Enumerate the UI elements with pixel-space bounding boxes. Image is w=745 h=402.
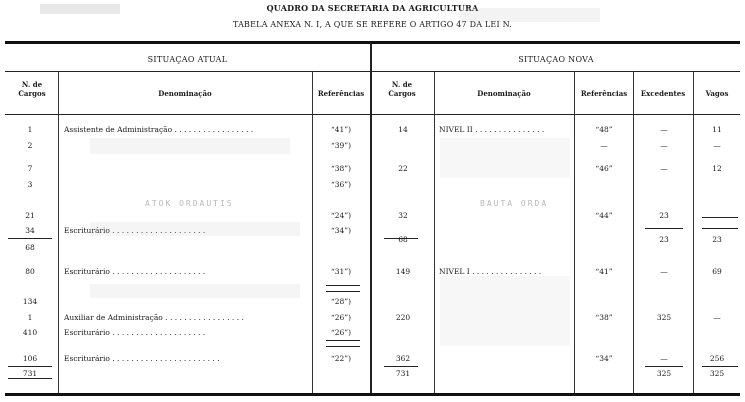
cell-referencia: “39”) — [330, 141, 352, 150]
subtotal-rule — [8, 238, 52, 239]
bleed-through-text: ATOK ORDAUTIS — [145, 199, 234, 208]
col-n-cargos: N. de Cargos — [18, 80, 46, 98]
cell-n-cargos: 21 — [25, 211, 35, 220]
cell-referencia-new: “34” — [595, 354, 613, 363]
cell-vagos: — — [713, 313, 721, 322]
total-rule — [8, 366, 52, 367]
cell-referencia-new: “46” — [595, 164, 613, 173]
cell-referencia-new: — — [600, 141, 608, 150]
cell-referencia-new: “41” — [595, 267, 613, 276]
column-divider — [312, 71, 313, 393]
cell-denominacao-new: NIVEL I . . . . . . . . . . . . . . . — [439, 267, 542, 276]
document-subtitle: TABELA ANEXA N. I, A QUE SE REFERE O ARTIGO 47 DA LEI N. — [232, 20, 513, 29]
cell-excedentes: 23 — [659, 235, 669, 244]
subtotal-rule — [384, 238, 418, 239]
section-current: SITUAÇAO ATUAL — [147, 55, 228, 64]
column-divider — [574, 71, 575, 393]
table-bottom-rule — [5, 393, 740, 396]
cell-n-cargos: 3 — [27, 180, 33, 189]
cell-referencia-new: “48” — [595, 125, 613, 134]
scan-noise — [90, 284, 300, 298]
cell-n-cargos: 1 — [27, 125, 33, 134]
cell-referencia: “38”) — [330, 164, 352, 173]
cell-vagos: 69 — [712, 267, 722, 276]
cell-excedentes: — — [660, 354, 668, 363]
cell-denominacao: Escriturário . . . . . . . . . . . . . . . . . . . . . . . — [64, 354, 220, 363]
cell-n-cargos: 68 — [25, 243, 35, 252]
scan-noise — [460, 8, 600, 22]
col-n-cargos-new: N. de Cargos — [388, 80, 416, 98]
cell-n-cargos: 134 — [22, 297, 38, 306]
table-top-rule — [5, 41, 740, 44]
scan-noise — [440, 138, 570, 178]
scan-noise — [90, 222, 300, 236]
cell-denominacao: Escriturário . . . . . . . . . . . . . . . . . . . . — [64, 328, 206, 337]
cell-n-cargos-new: 362 — [395, 354, 411, 363]
col-denominacao: Denominação — [158, 89, 212, 98]
cell-n-cargos: 731 — [22, 369, 38, 378]
cell-referencia: “26”) — [330, 328, 352, 337]
cell-n-cargos: 2 — [27, 141, 33, 150]
cell-referencia: “41”) — [330, 125, 352, 134]
cell-referencia: “31”) — [330, 267, 352, 276]
cell-excedentes: — — [660, 125, 668, 134]
cell-vagos: 23 — [712, 235, 722, 244]
cell-referencia-new: “44” — [595, 211, 613, 220]
ref-rule — [326, 291, 360, 292]
cell-excedentes: 325 — [656, 369, 672, 378]
cell-excedentes: — — [660, 141, 668, 150]
cell-vagos: 325 — [709, 369, 725, 378]
cell-n-cargos: 34 — [25, 226, 35, 235]
total-rule — [702, 366, 738, 367]
col-denominacao-new: Denominação — [477, 89, 531, 98]
column-divider — [58, 71, 59, 393]
cell-referencia: “34”) — [330, 226, 352, 235]
cell-n-cargos: 1 — [27, 313, 33, 322]
cell-referencia: “24”) — [330, 211, 352, 220]
cell-n-cargos: 106 — [22, 354, 38, 363]
scan-noise — [90, 138, 290, 154]
total-rule — [384, 366, 418, 367]
total-rule — [645, 366, 683, 367]
col-vagos: Vagos — [705, 89, 729, 98]
column-divider — [434, 71, 435, 393]
total-rule — [8, 378, 52, 379]
cell-referencia: “22”) — [330, 354, 352, 363]
cell-excedentes: — — [660, 164, 668, 173]
cell-denominacao: Auxiliar de Administração . . . . . . . . . . . . . . . . . — [64, 313, 244, 322]
cell-n-cargos: 80 — [25, 267, 35, 276]
cell-denominacao-new: NIVEL II . . . . . . . . . . . . . . . — [439, 125, 545, 134]
document-title: QUADRO DA SECRETARIA DA AGRICULTURA — [266, 3, 479, 13]
cell-n-cargos-new: 32 — [398, 211, 408, 220]
cell-excedentes: 23 — [659, 211, 669, 220]
cell-vagos: 256 — [709, 354, 725, 363]
col-excedentes: Excedentes — [640, 89, 686, 98]
cell-vagos: 12 — [712, 164, 722, 173]
cell-referencia: “28”) — [330, 297, 352, 306]
ref-rule — [326, 346, 360, 347]
cell-n-cargos-new: 731 — [395, 369, 411, 378]
cell-n-cargos: 410 — [22, 328, 38, 337]
scan-noise — [40, 4, 120, 14]
ref-rule — [326, 340, 360, 341]
column-divider — [693, 71, 694, 393]
cell-referencia-new: “38” — [595, 313, 613, 322]
cell-referencia: “26”) — [330, 313, 352, 322]
cell-excedentes: 325 — [656, 313, 672, 322]
subtotal-rule — [702, 228, 738, 229]
col-referencias-new: Referências — [580, 89, 628, 98]
cell-n-cargos-new: 14 — [398, 125, 408, 134]
cell-vagos: — — [713, 141, 721, 150]
column-divider — [633, 71, 634, 393]
header-bottom-rule — [5, 114, 740, 115]
cell-referencia: “36”) — [330, 180, 352, 189]
section-rule — [5, 71, 740, 72]
section-new: SITUAÇAO NOVA — [518, 55, 594, 64]
cell-n-cargos: 7 — [27, 164, 33, 173]
bleed-through-text: BAUTA ORDA — [480, 199, 549, 208]
section-divider — [370, 43, 372, 393]
cell-denominacao: Assistente de Administração . . . . . . . . . . . . . . . . . — [64, 125, 254, 134]
col-referencias: Referências — [317, 89, 365, 98]
scan-noise — [440, 276, 570, 346]
cell-excedentes: — — [660, 267, 668, 276]
subtotal-rule — [702, 217, 738, 218]
cell-n-cargos-new: 149 — [395, 267, 411, 276]
subtotal-rule — [645, 228, 683, 229]
cell-n-cargos-new: 220 — [395, 313, 411, 322]
cell-vagos: 11 — [712, 125, 722, 134]
cell-n-cargos-new: 68 — [398, 235, 408, 244]
cell-n-cargos-new: 22 — [398, 164, 408, 173]
cell-denominacao: Escriturário . . . . . . . . . . . . . . . . . . . . — [64, 226, 206, 235]
ref-rule — [326, 285, 360, 286]
cell-denominacao: Escriturário . . . . . . . . . . . . . . . . . . . . — [64, 267, 206, 276]
